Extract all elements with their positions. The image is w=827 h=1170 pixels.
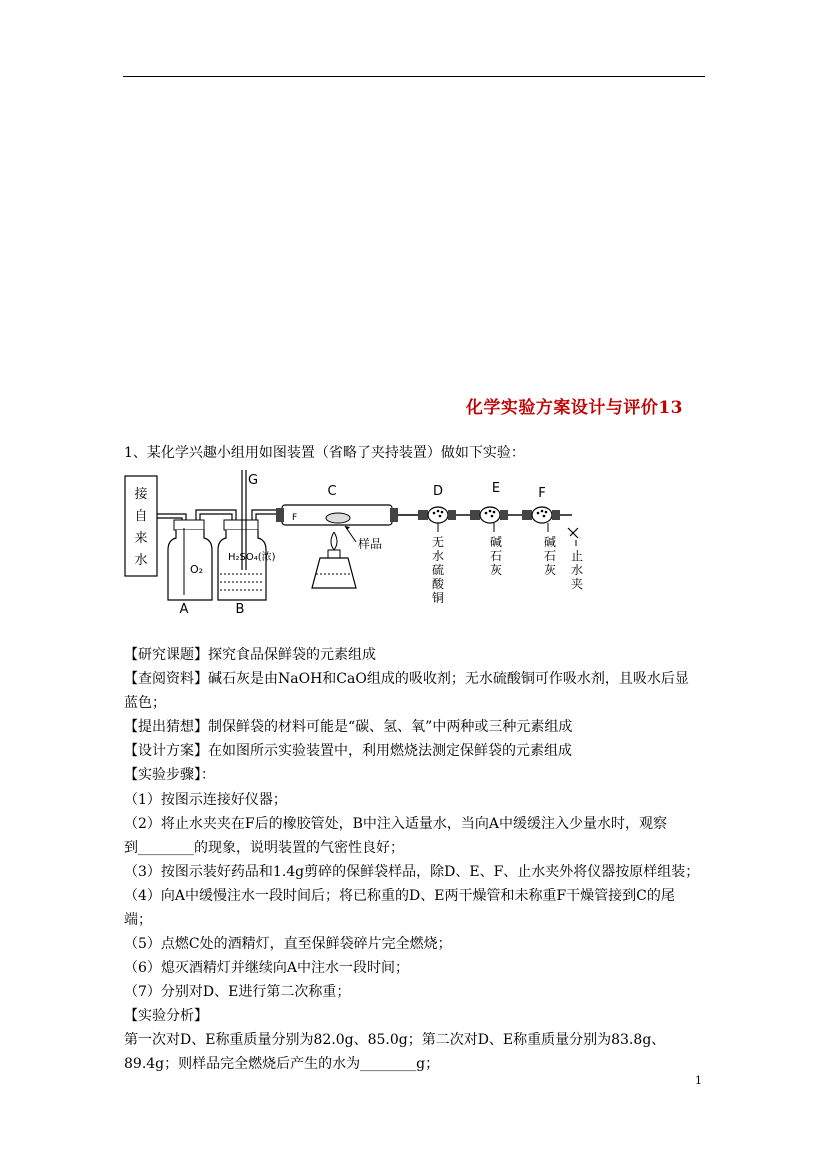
reference-line-1: 【查阅资料】碱石灰是由NaOH和CaO组成的吸收剂；无水硫酸铜可作吸水剂，且吸水后显 [124, 671, 689, 687]
sample [326, 513, 350, 523]
page-number: 1 [695, 1074, 702, 1087]
label-b: B [235, 602, 245, 615]
clamp-char: 夹 [570, 577, 584, 591]
tap-water-char: 自 [134, 509, 148, 524]
clamp-char: 止 [570, 549, 584, 563]
steps-heading: 【实验步骤】： [124, 767, 215, 783]
step-1: （1）按图示连接好仪器； [124, 792, 287, 808]
analysis-heading: 【实验分析】 [124, 1008, 208, 1024]
flame [331, 532, 337, 550]
e-reagent-char: 石 [489, 549, 503, 563]
drying-tube-f [532, 507, 552, 523]
clamp-char: 水 [570, 563, 584, 577]
e-reagent-char: 碱 [489, 535, 503, 549]
step-2-line-1: （2）将止水夹夹在F后的橡胶管处，B中注入适量水，当向A中缓缓注入少量水时，观察 [124, 816, 668, 832]
label-g: G [248, 473, 259, 488]
step-5: （5）点燃C处的酒精灯，直至保鲜袋碎片完全燃烧； [124, 936, 452, 952]
oxygen-label: O₂ [190, 563, 204, 576]
alcohol-lamp [312, 558, 356, 588]
label-d: D [432, 484, 444, 499]
design-plan: 【设计方案】在如图所示实验装置中，利用燃烧法测定保鲜袋的元素组成 [124, 743, 572, 759]
d-reagent-char: 无 [431, 535, 445, 549]
clamp-icon [568, 528, 578, 538]
label-c: C [327, 484, 337, 499]
hypothesis: 【提出猜想】制保鲜袋的材料可能是“碳、氢、氧”中两种或三种元素组成 [124, 719, 573, 735]
question-intro: 1、某化学兴趣小组用如图装置（省略了夹持装置）做如下实验： [124, 445, 525, 461]
step-6: （6）熄灭酒精灯并继续向A中注水一段时间； [124, 960, 410, 976]
e-reagent-char: 灰 [489, 563, 503, 577]
reference-line-2: 蓝色； [124, 695, 166, 711]
step-3: （3）按图示装好药品和1.4g剪碎的保鲜袋样品，除D、E、F、止水夹外将仪器按原样组装； [124, 864, 700, 880]
document-title: 化学实验方案设计与评价13 [465, 398, 683, 418]
f-reagent-char: 碱 [543, 535, 557, 549]
step-4-line-2: 端； [124, 912, 152, 928]
tap-water-char: 水 [134, 553, 148, 568]
inner-label-f: F [292, 513, 298, 523]
header-rule [123, 76, 705, 77]
research-topic: 【研究课题】探究食品保鲜袋的元素组成 [124, 647, 376, 663]
d-reagent-char: 水 [431, 549, 445, 563]
d-reagent-char: 铜 [431, 591, 445, 605]
analysis-line-2: 89.4g；则样品完全燃烧后产生的水为________g； [124, 1056, 440, 1072]
label-f: F [538, 486, 546, 501]
analysis-line-1: 第一次对D、E称重质量分别为82.0g、85.0g；第二次对D、E称重质量分别为83.8g、 [124, 1032, 666, 1048]
d-reagent-char: 酸 [431, 577, 445, 591]
step-2-line-2: 到________的现象，说明装置的气密性良好； [124, 840, 404, 856]
tap-water-char: 来 [134, 531, 148, 546]
label-a: A [179, 602, 189, 615]
step-7: （7）分别对D、E进行第二次称重； [124, 984, 351, 1000]
bottle-b-stopper [224, 520, 258, 530]
sulfuric-acid-label: H₂SO₄(浓) [228, 552, 276, 563]
bottle-a-stopper [174, 520, 204, 530]
apparatus-diagram [120, 470, 590, 615]
step-4-line-1: （4）向A中缓慢注水一段时间后；将已称重的D、E两干燥管和未称重F干燥管接到C的尾 [124, 888, 675, 904]
drying-tube-d [428, 507, 448, 523]
drying-tube-e [480, 507, 500, 523]
label-e: E [491, 481, 501, 496]
tap-water-char: 接 [134, 487, 148, 502]
f-reagent-char: 石 [543, 549, 557, 563]
f-reagent-char: 灰 [543, 563, 557, 577]
sample-label: 样品 [358, 537, 383, 551]
d-reagent-char: 硫 [431, 563, 445, 577]
